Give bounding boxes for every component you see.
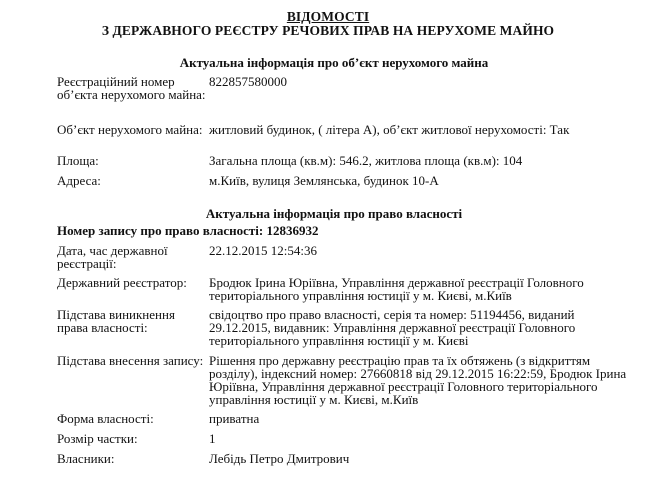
share-size-label: Розмір частки: (57, 431, 138, 446)
ownership-basis-label: Підстава виникнення права власності: (57, 307, 175, 335)
document-title-text: ВІДОМОСТІ (286, 9, 370, 24)
ownership-basis-value: свідоцтво про право власності, серія та номер: 51194456, виданий 29.12.2015, видавник: Управління державної реєстрації Головного територіального управління юстиції у м. Києві (209, 307, 576, 348)
address-label: Адреса: (57, 173, 101, 188)
document-subtitle: З ДЕРЖАВНОГО РЕЄСТРУ РЕЧОВИХ ПРАВ НА НЕРУХОМЕ МАЙНО (101, 23, 555, 38)
record-basis-label: Підстава внесення запису: (57, 353, 204, 368)
ownership-form-value: приватна (209, 411, 260, 426)
address-value: м.Київ, вулиця Землянська, будинок 10-А (209, 173, 439, 188)
registration-date-label: Дата, час державної реєстрації: (57, 243, 168, 271)
ownership-section-heading: Актуальна інформація про право власності (205, 206, 463, 221)
object-type-value: житловий будинок, ( літера А), об’єкт житлової нерухомості: Так (209, 122, 570, 137)
record-basis-value: Рішення про державну реєстрацію прав та їх обтяжень (з відкриттям розділу), індексний номер: 27660818 від 29.12.2015 16:22:59, Бродюк Ірина Юріївна, Управління державної реєстрації Головного територіального управління юстиції у м. Києві, м.Київ (209, 353, 627, 407)
registration-date-value: 22.12.2015 12:54:36 (209, 243, 317, 258)
ownership-record-number: Номер запису про право власності: 12836932 (57, 223, 319, 238)
document-title (0, 10, 656, 24)
registration-number-label: Реєстраційний номер об’єкта нерухомого майна: (57, 74, 206, 102)
registrar-value: Бродюк Ірина Юріївна, Управління державної реєстрації Головного територіального управління юстиції у м. Києві, м.Київ (209, 275, 584, 303)
owners-label: Власники: (57, 451, 115, 466)
registrar-label: Державний реєстратор: (57, 275, 187, 290)
object-section-heading: Актуальна інформація про об’єкт нерухомого майна (179, 55, 489, 70)
registration-number-value: 822857580000 (209, 74, 287, 89)
object-type-label: Об’єкт нерухомого майна: (57, 122, 203, 137)
area-label: Площа: (57, 153, 99, 168)
area-value: Загальна площа (кв.м): 546.2, житлова площа (кв.м): 104 (209, 153, 523, 168)
owners-value: Лебідь Петро Дмитрович (209, 451, 350, 466)
share-size-value: 1 (209, 431, 216, 446)
ownership-form-label: Форма власності: (57, 411, 154, 426)
